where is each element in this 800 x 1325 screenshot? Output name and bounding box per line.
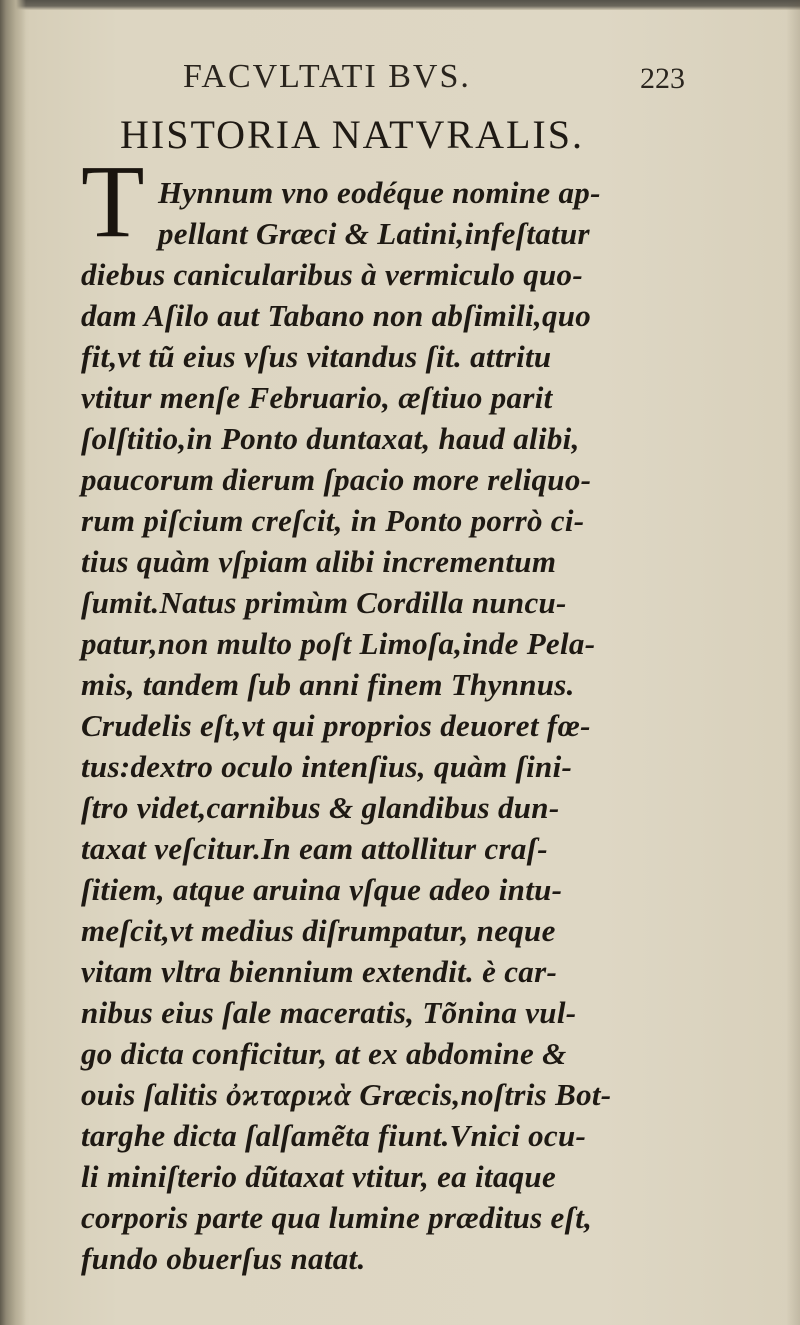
body-line: Hynnum vno eodéque nomine ap-	[158, 175, 601, 210]
body-line: meſcit,vt medius diſrumpatur, neque	[81, 913, 556, 948]
top-border	[0, 0, 800, 10]
body-line: li miniſterio dũtaxat vtitur, ea itaque	[81, 1159, 557, 1194]
body-line: go dicta conficitur, at ex abdomine &	[81, 1036, 567, 1071]
body-line: fundo obuerſus natat.	[81, 1241, 366, 1276]
body-line: pellant Græci & Latini,infeſtatur	[158, 216, 590, 251]
body-line: ouis ſalitis ὀϰταριϰὰ Græcis,noſtris Bot-	[81, 1077, 612, 1112]
body-line: fit,vt tũ eius vſus vitandus ſit. attritu	[81, 339, 552, 374]
body-line: taxat veſcitur.In eam attollitur craſ-	[81, 831, 548, 866]
body-line: diebus canicularibus à vermiculo quo-	[81, 257, 583, 292]
body-line: ſumit.Natus primùm Cordilla nuncu-	[81, 585, 567, 620]
body-line: vtitur menſe Februario, æſtiuo parit	[81, 380, 553, 415]
body-line: Crudelis eſt,vt qui proprios deuoret fœ-	[81, 708, 591, 743]
body-line: tius quàm vſpiam alibi incrementum	[81, 544, 557, 579]
body-line: paucorum dierum ſpacio more reliquo-	[81, 462, 592, 497]
body-line: patur,non multo poſt Limoſa,inde Pela-	[81, 626, 596, 661]
body-line: rum piſcium creſcit, in Ponto porrò ci-	[81, 503, 585, 538]
body-line: ſtro videt,carnibus & glandibus dun-	[81, 790, 560, 825]
body-line: mis, tandem ſub anni finem Thynnus.	[81, 667, 575, 702]
body-line: ſitiem, atque aruina vſque adeo intu-	[81, 872, 563, 907]
body-line: nibus eius ſale maceratis, Tõnina vul-	[81, 995, 577, 1030]
drop-cap: T	[81, 144, 145, 259]
body-line: dam Aſilo aut Tabano non abſimili,quo	[81, 298, 592, 333]
page-number: 223	[640, 62, 685, 95]
running-head: FACVLTATI BVS.	[183, 58, 471, 95]
body-line: tus:dextro oculo intenſius, quàm ſini-	[81, 749, 573, 784]
body-line: ſolſtitio,in Ponto duntaxat, haud alibi,	[81, 421, 580, 456]
body-line: vitam vltra biennium extendit. è car-	[81, 954, 558, 989]
body-line: targhe dicta ſalſamẽta fiunt.Vnici ocu-	[81, 1118, 587, 1153]
body-line: corporis parte qua lumine præditus eſt,	[81, 1200, 593, 1235]
page-edge-shadow	[786, 0, 800, 1325]
page-binding-shadow	[0, 0, 26, 1325]
section-title: HISTORIA NATVRALIS.	[120, 112, 584, 157]
